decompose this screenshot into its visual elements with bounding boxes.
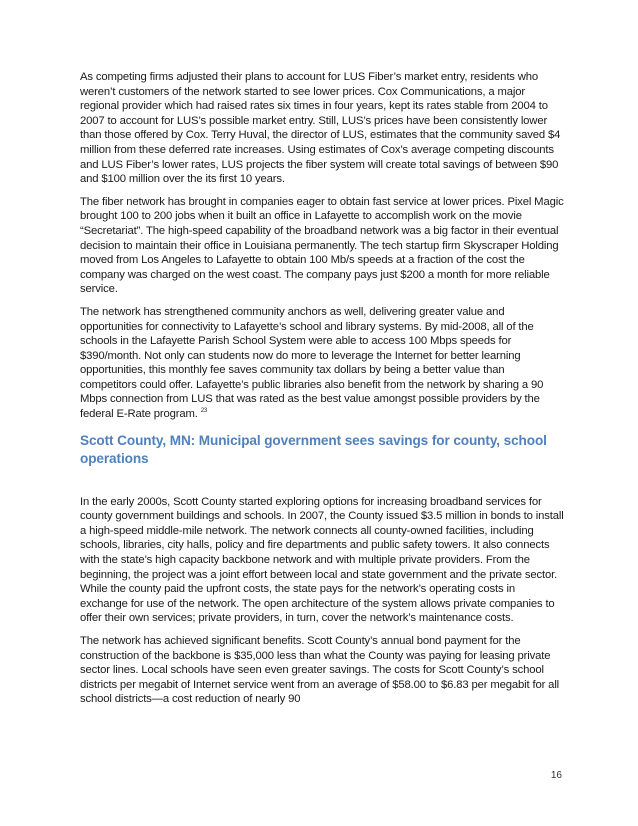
paragraph-community-anchors xyxy=(80,305,564,422)
paragraph-lus-competition: As competing firms adjusted their plans to account for LUS Fiber’s market entry, residents who weren’t customers of the network started to see lower prices. Cox Communications, a major regional provider which had raised rates six times in four years, kept its rates stable from 2004 to 2007 to account for LUS’s possible market entry. Still, LUS’s prices have been consistently lower than those offered by Cox. Terry Huval, the director of LUS, estimates that the community saved $4 million from these deferred rate increases. Using estimates of Cox’s average competing discounts and LUS Fiber’s lower rates, LUS projects the fiber system will create total savings of between $90 and $100 million over the its first 10 years. xyxy=(80,71,561,186)
paragraph-fiber-companies: The fiber network has brought in companies eager to obtain fast service at lower prices. Pixel Magic brought 100 to 200 jobs when it built an office in Lafayette to accomplish work on the movie “Secretariat”. The high-speed capability of the broadband network was a big factor in their eventual decision to maintain their office in Louisiana permanently. The tech startup firm Skyscraper Holding moved from Los Angeles to Lafayette to obtain 100 Mb/s speeds at a fraction of the cost the company was charged on the west coast. The company pays just $200 a month for more reliable service. xyxy=(80,195,564,296)
footnote-reference[interactable]: 23 xyxy=(200,408,208,415)
document-page xyxy=(80,70,564,715)
paragraph-scott-county-benefits: The network has achieved significant benefits. Scott County’s annual bond payment for the construction of the backbone is $35,000 less than what the County was paying for leasing private sector lines. Local schools have seen even greater savings. The costs for Scott County’s school districts per megabit of Internet service went from an average of $58.00 to $6.83 per megabit for all school districts—a cost reduction of nearly 90 xyxy=(80,635,560,706)
paragraph-community-anchors-text: The network has strengthened community anchors as well, delivering greater value and opportunities for connectivity to Lafayette’s school and library systems. By mid-2008, all of the schools in the Lafayette Parish School System were able to access 100 Mbps speeds for $390/month. Not only can students now do more to leverage the Internet for better learning opportunities, this monthly fee saves community tax dollars by being a better value than competitors could offer. Lafayette’s public libraries also benefit from the network by sharing a 90 Mbps connection from LUS that was rated as the best value amongst possible providers by the federal E-Rate program. xyxy=(80,305,544,421)
page-number: 16 xyxy=(550,770,562,781)
section-heading-scott-county: Scott County, MN: Municipal government sees savings for county, school operations xyxy=(80,432,547,466)
paragraph-scott-county-intro: In the early 2000s, Scott County started exploring options for increasing broadband services for county government buildings and schools. In 2007, the County issued $3.5 million in bonds to install a high-speed middle-mile network. The network connects all county-owned facilities, including schools, libraries, city halls, policy and fire departments and public safety towers. It also connects with the state’s high capacity backbone network and with multiple private providers. From the beginning, the project was a joint effort between local and state government and the private sector. While the county paid the upfront costs, the state pays for the network’s operating costs in exchange for use of the network. The open architecture of the system allows private companies to offer their own services; private providers, in turn, cover the network’s maintenance costs. xyxy=(80,495,564,625)
